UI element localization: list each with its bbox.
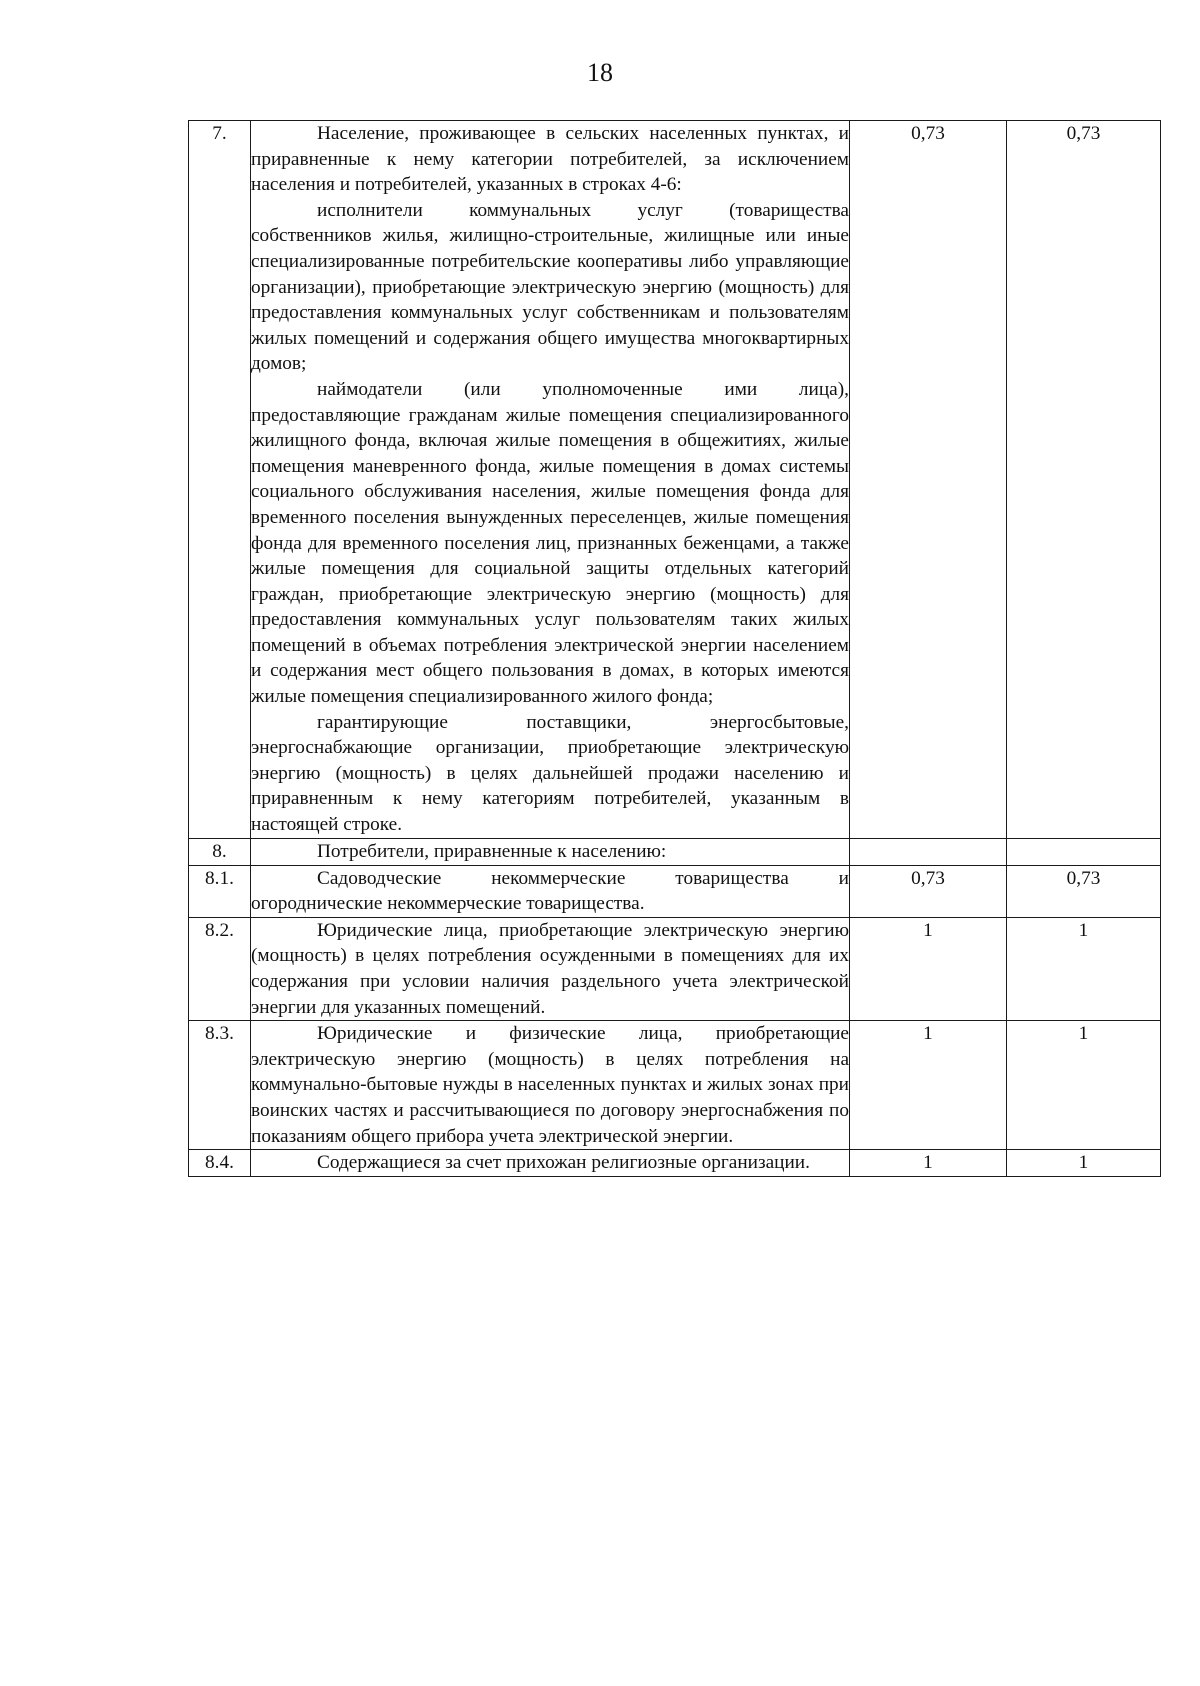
row-description [251, 838, 850, 865]
row-description [251, 917, 850, 1020]
row-number: 7. [189, 121, 251, 839]
table-row [189, 1021, 1161, 1150]
value-cell-1: 0,73 [850, 121, 1007, 839]
value-cell-2 [1007, 838, 1161, 865]
row-number: 8.2. [189, 917, 251, 1020]
paragraph: Население, проживающее в сельских населенных пунктах, и приравненные к нему категории потребителей, за исключением населения и потребителей, указанных в строках 4-6: [251, 123, 849, 196]
paragraph: Юридические лица, приобретающие электрическую энергию (мощность) в целях потребления осужденными в помещениях для их содержания при условии наличия раздельного учета электрической энергии для указанных помещений. [251, 919, 849, 1018]
paragraph: Потребители, приравненные к населению: [317, 840, 667, 862]
row-description [251, 1021, 850, 1150]
row-description [251, 865, 850, 917]
value-cell-1: 1 [850, 1021, 1007, 1150]
tariff-table [188, 120, 1161, 1177]
paragraph: исполнители коммунальных услуг (товарищества собственников жилья, жилищно-строительные, жилищные или иные специализированные потребительские кооперативы либо управляющие организации), приобретающие электрическую энергию (мощность) для предоставления коммунальных услуг собственникам и пользователям жилых помещений и содержания общего имущества многоквартирных домов; [251, 199, 849, 375]
value-cell-1: 1 [850, 1150, 1007, 1177]
row-number: 8.1. [189, 865, 251, 917]
row-description [251, 121, 850, 839]
value-cell-1 [850, 838, 1007, 865]
value-cell-1: 1 [850, 917, 1007, 1020]
paragraph: гарантирующие поставщики, энергосбытовые, энергоснабжающие организации, приобретающие электрическую энергию (мощность) в целях дальнейшей продажи населению и приравненным к нему категориям потребителей, указанным в настоящей строке. [251, 711, 849, 836]
table-row [189, 917, 1161, 1020]
value-cell-2: 1 [1007, 1150, 1161, 1177]
row-number: 8.4. [189, 1150, 251, 1177]
value-cell-2: 0,73 [1007, 865, 1161, 917]
value-cell-2: 0,73 [1007, 121, 1161, 839]
value-cell-1: 0,73 [850, 865, 1007, 917]
table-row [189, 1150, 1161, 1177]
table-row [189, 865, 1161, 917]
row-number: 8.3. [189, 1021, 251, 1150]
value-cell-2: 1 [1007, 917, 1161, 1020]
paragraph: Юридические и физические лица, приобретающие электрическую энергию (мощность) в целях потребления на коммунально-бытовые нужды в населенных пунктах и жилых зонах при воинских частях и рассчитывающиеся по договору энергоснабжения по показаниям общего прибора учета электрической энергии. [251, 1023, 849, 1147]
row-description [251, 1150, 850, 1177]
value-cell-2: 1 [1007, 1021, 1161, 1150]
row-number: 8. [189, 838, 251, 865]
paragraph: Садоводческие некоммерческие товарищества и огороднические некоммерческие товарищества. [251, 867, 849, 915]
page-number: 18 [587, 58, 613, 87]
paragraph: наймодатели (или уполномоченные ими лица), предоставляющие гражданам жилые помещения специализированного жилищного фонда, включая жилые помещения в общежитиях, жилые помещения маневренного фонда, жилые помещения в домах системы социального обслуживания населения, жилые помещения фонда для временного поселения вынужденных переселенцев, жилые помещения фонда для временного поселения лиц, признанных беженцами, а также жилые помещения для социальной защиты отдельных категорий граждан, приобретающие электрическую энергию (мощность) для предоставления коммунальных услуг пользователям таких жилых помещений в объемах потребления электрической энергии населением и содержания мест общего пользования в домах, в которых имеются жилые помещения специализированного жилого фонда; [251, 378, 849, 708]
table-row [189, 121, 1161, 839]
table-row [189, 838, 1161, 865]
paragraph: Содержащиеся за счет прихожан религиозные организации. [317, 1152, 810, 1174]
